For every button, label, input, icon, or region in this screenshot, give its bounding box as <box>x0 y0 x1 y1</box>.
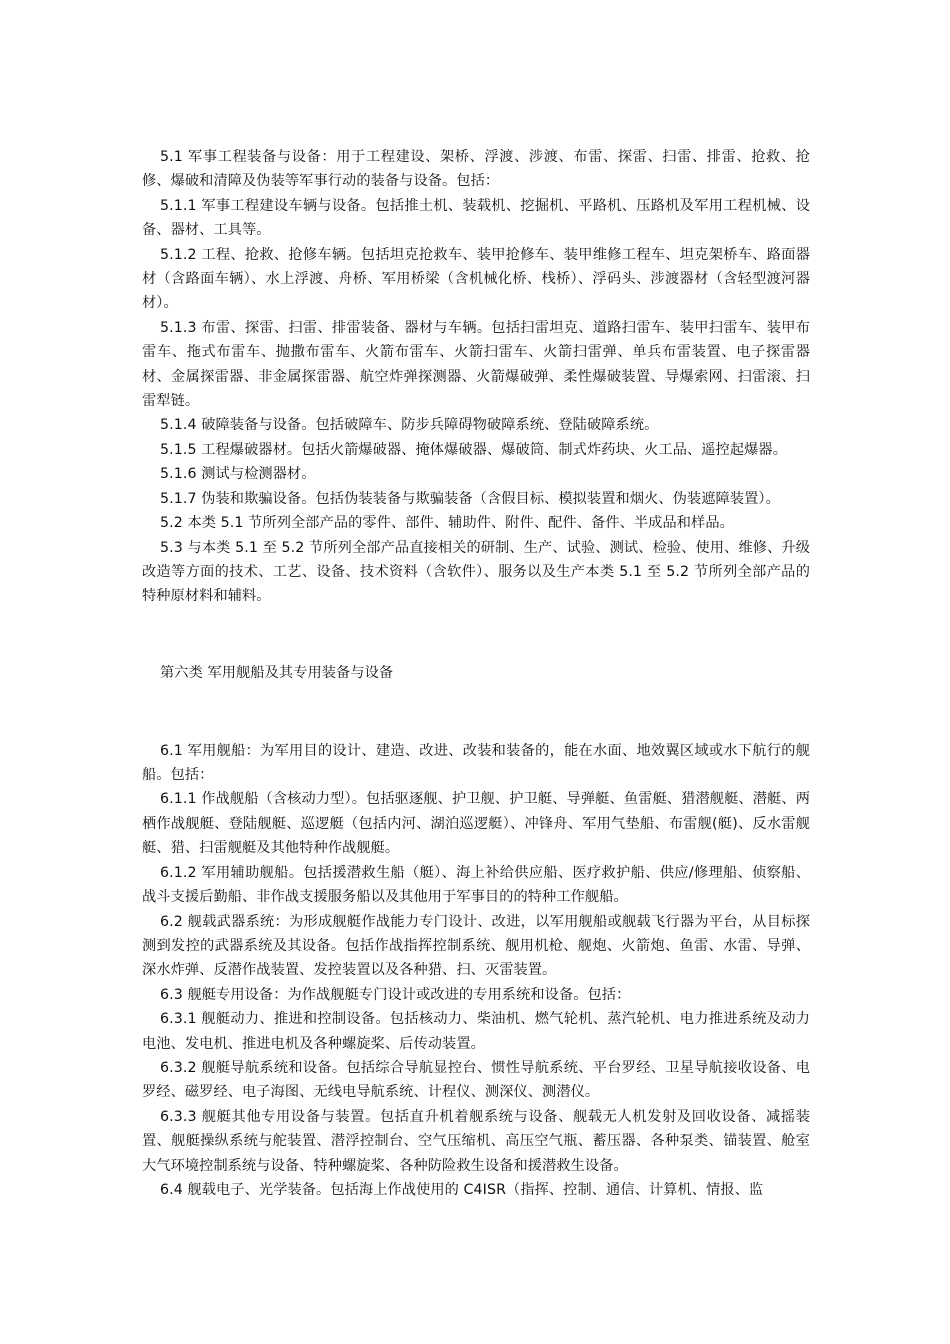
paragraph: 6.3.2 舰艇导航系统和设备。包括综合导航显控台、惯性导航系统、平台罗经、卫星导航接收设备、电罗经、磁罗经、电子海图、无线电导航系统、计程仪、测深仪、测潜仪。 <box>142 1059 810 1101</box>
paragraph: 6.3 舰艇专用设备：为作战舰艇专门设计或改进的专用系统和设备。包括： <box>160 986 631 1003</box>
paragraph: 5.1.2 工程、抢救、抢修车辆。包括坦克抢救车、装甲抢修车、装甲维修工程车、坦克架桥车、路面器材（含路面车辆）、水上浮渡、舟桥、军用桥梁（含机械化桥、栈桥）、浮码头、涉渡器材（含轻型渡河器材）。 <box>142 246 810 312</box>
document-body <box>142 145 810 1202</box>
paragraph: 5.1.4 破障装备与设备。包括破障车、防步兵障碍物破障系统、登陆破障系统。 <box>160 417 659 434</box>
paragraph: 5.1.6 测试与检测器材。 <box>160 466 316 483</box>
paragraph: 5.2 本类 5.1 节所列全部产品的零件、部件、辅助件、附件、配件、备件、半成品和样品。 <box>160 515 734 532</box>
paragraph: 5.1.3 布雷、探雷、扫雷、排雷装备、器材与车辆。包括扫雷坦克、道路扫雷车、装甲扫雷车、装甲布雷车、拖式布雷车、抛撒布雷车、火箭布雷车、火箭扫雷车、火箭扫雷弹、单兵布雷装置、电子探雷器材、金属探雷器、非金属探雷器、航空炸弹探测器、火箭爆破弹、柔性爆破装置、导爆索网、扫雷滚、扫雷犁链。 <box>142 319 810 410</box>
paragraph: 6.1.1 作战舰船（含核动力型）。包括驱逐舰、护卫舰、护卫艇、导弹艇、鱼雷艇、猎潜舰艇、潜艇、两栖作战舰艇、登陆舰艇、巡逻艇（包括内河、湖泊巡逻艇）、冲锋舟、军用气垫船、布雷舰(艇)、反水雷舰艇、猎、扫雷舰艇及其他特种作战舰艇。 <box>142 791 810 857</box>
paragraph: 5.1.1 军事工程建设车辆与设备。包括推土机、装载机、挖掘机、平路机、压路机及军用工程机械、设备、器材、工具等。 <box>142 197 810 239</box>
blank-line <box>142 623 810 647</box>
blank-line <box>142 700 810 724</box>
paragraph: 6.1 军用舰船：为军用目的设计、建造、改进、改装和装备的，能在水面、地效翼区域或水下航行的舰船。包括： <box>142 742 810 784</box>
paragraph: 5.1 军事工程装备与设备：用于工程建设、架桥、浮渡、涉渡、布雷、探雷、扫雷、排雷、抢救、抢修、爆破和清障及伪装等军事行动的装备与设备。包括： <box>142 149 810 190</box>
paragraph: 6.4 舰载电子、光学装备。包括海上作战使用的 C4ISR（指挥、控制、通信、计算机、情报、监 <box>160 1181 764 1198</box>
paragraph: 5.3 与本类 5.1 至 5.2 节所列全部产品直接相关的研制、生产、试验、测试、检验、使用、维修、升级改造等方面的技术、工艺、设备、技术资料（含软件）、服务以及生产本类 5.1 至 5.2 节所列全部产品的特种原材料和辅料。 <box>142 539 810 605</box>
paragraph: 6.3.3 舰艇其他专用设备与装置。包括直升机着舰系统与设备、舰载无人机发射及回收设备、减摇装置、舰艇操纵系统与舵装置、潜浮控制台、空气压缩机、高压空气瓶、蓄压器、各种泵类、锚装置、舱室大气环境控制系统与设备、特种螺旋桨、各种防险救生设备和援潜救生设备。 <box>142 1108 810 1174</box>
paragraph: 6.1.2 军用辅助舰船。包括援潜救生船（艇）、海上补给供应船、医疗救护船、供应/修理船、侦察船、战斗支援后勤船、非作战支援服务船以及其他用于军事目的的特种工作舰船。 <box>142 864 810 906</box>
paragraph: 5.1.7 伪装和欺骗设备。包括伪装装备与欺骗装备（含假目标、模拟装置和烟火、伪装遮障装置）。 <box>160 490 780 507</box>
paragraph: 6.2 舰载武器系统：为形成舰艇作战能力专门设计、改进，以军用舰船或舰载飞行器为平台，从目标探测到发控的武器系统及其设备。包括作战指挥控制系统、舰用机枪、舰炮、火箭炮、鱼雷、水雷、导弹、深水炸弹、反潜作战装置、发控装置以及各种猎、扫、灭雷装置。 <box>142 913 810 979</box>
paragraph: 第六类 军用舰船及其专用装备与设备 <box>160 665 394 682</box>
paragraph: 5.1.5 工程爆破器材。包括火箭爆破器、掩体爆破器、爆破筒、制式炸药块、火工品、遥控起爆器。 <box>160 441 787 458</box>
paragraph: 6.3.1 舰艇动力、推进和控制设备。包括核动力、柴油机、燃气轮机、蒸汽轮机、电力推进系统及动力电池、发电机、推进电机及各种螺旋桨、后传动装置。 <box>142 1011 810 1052</box>
